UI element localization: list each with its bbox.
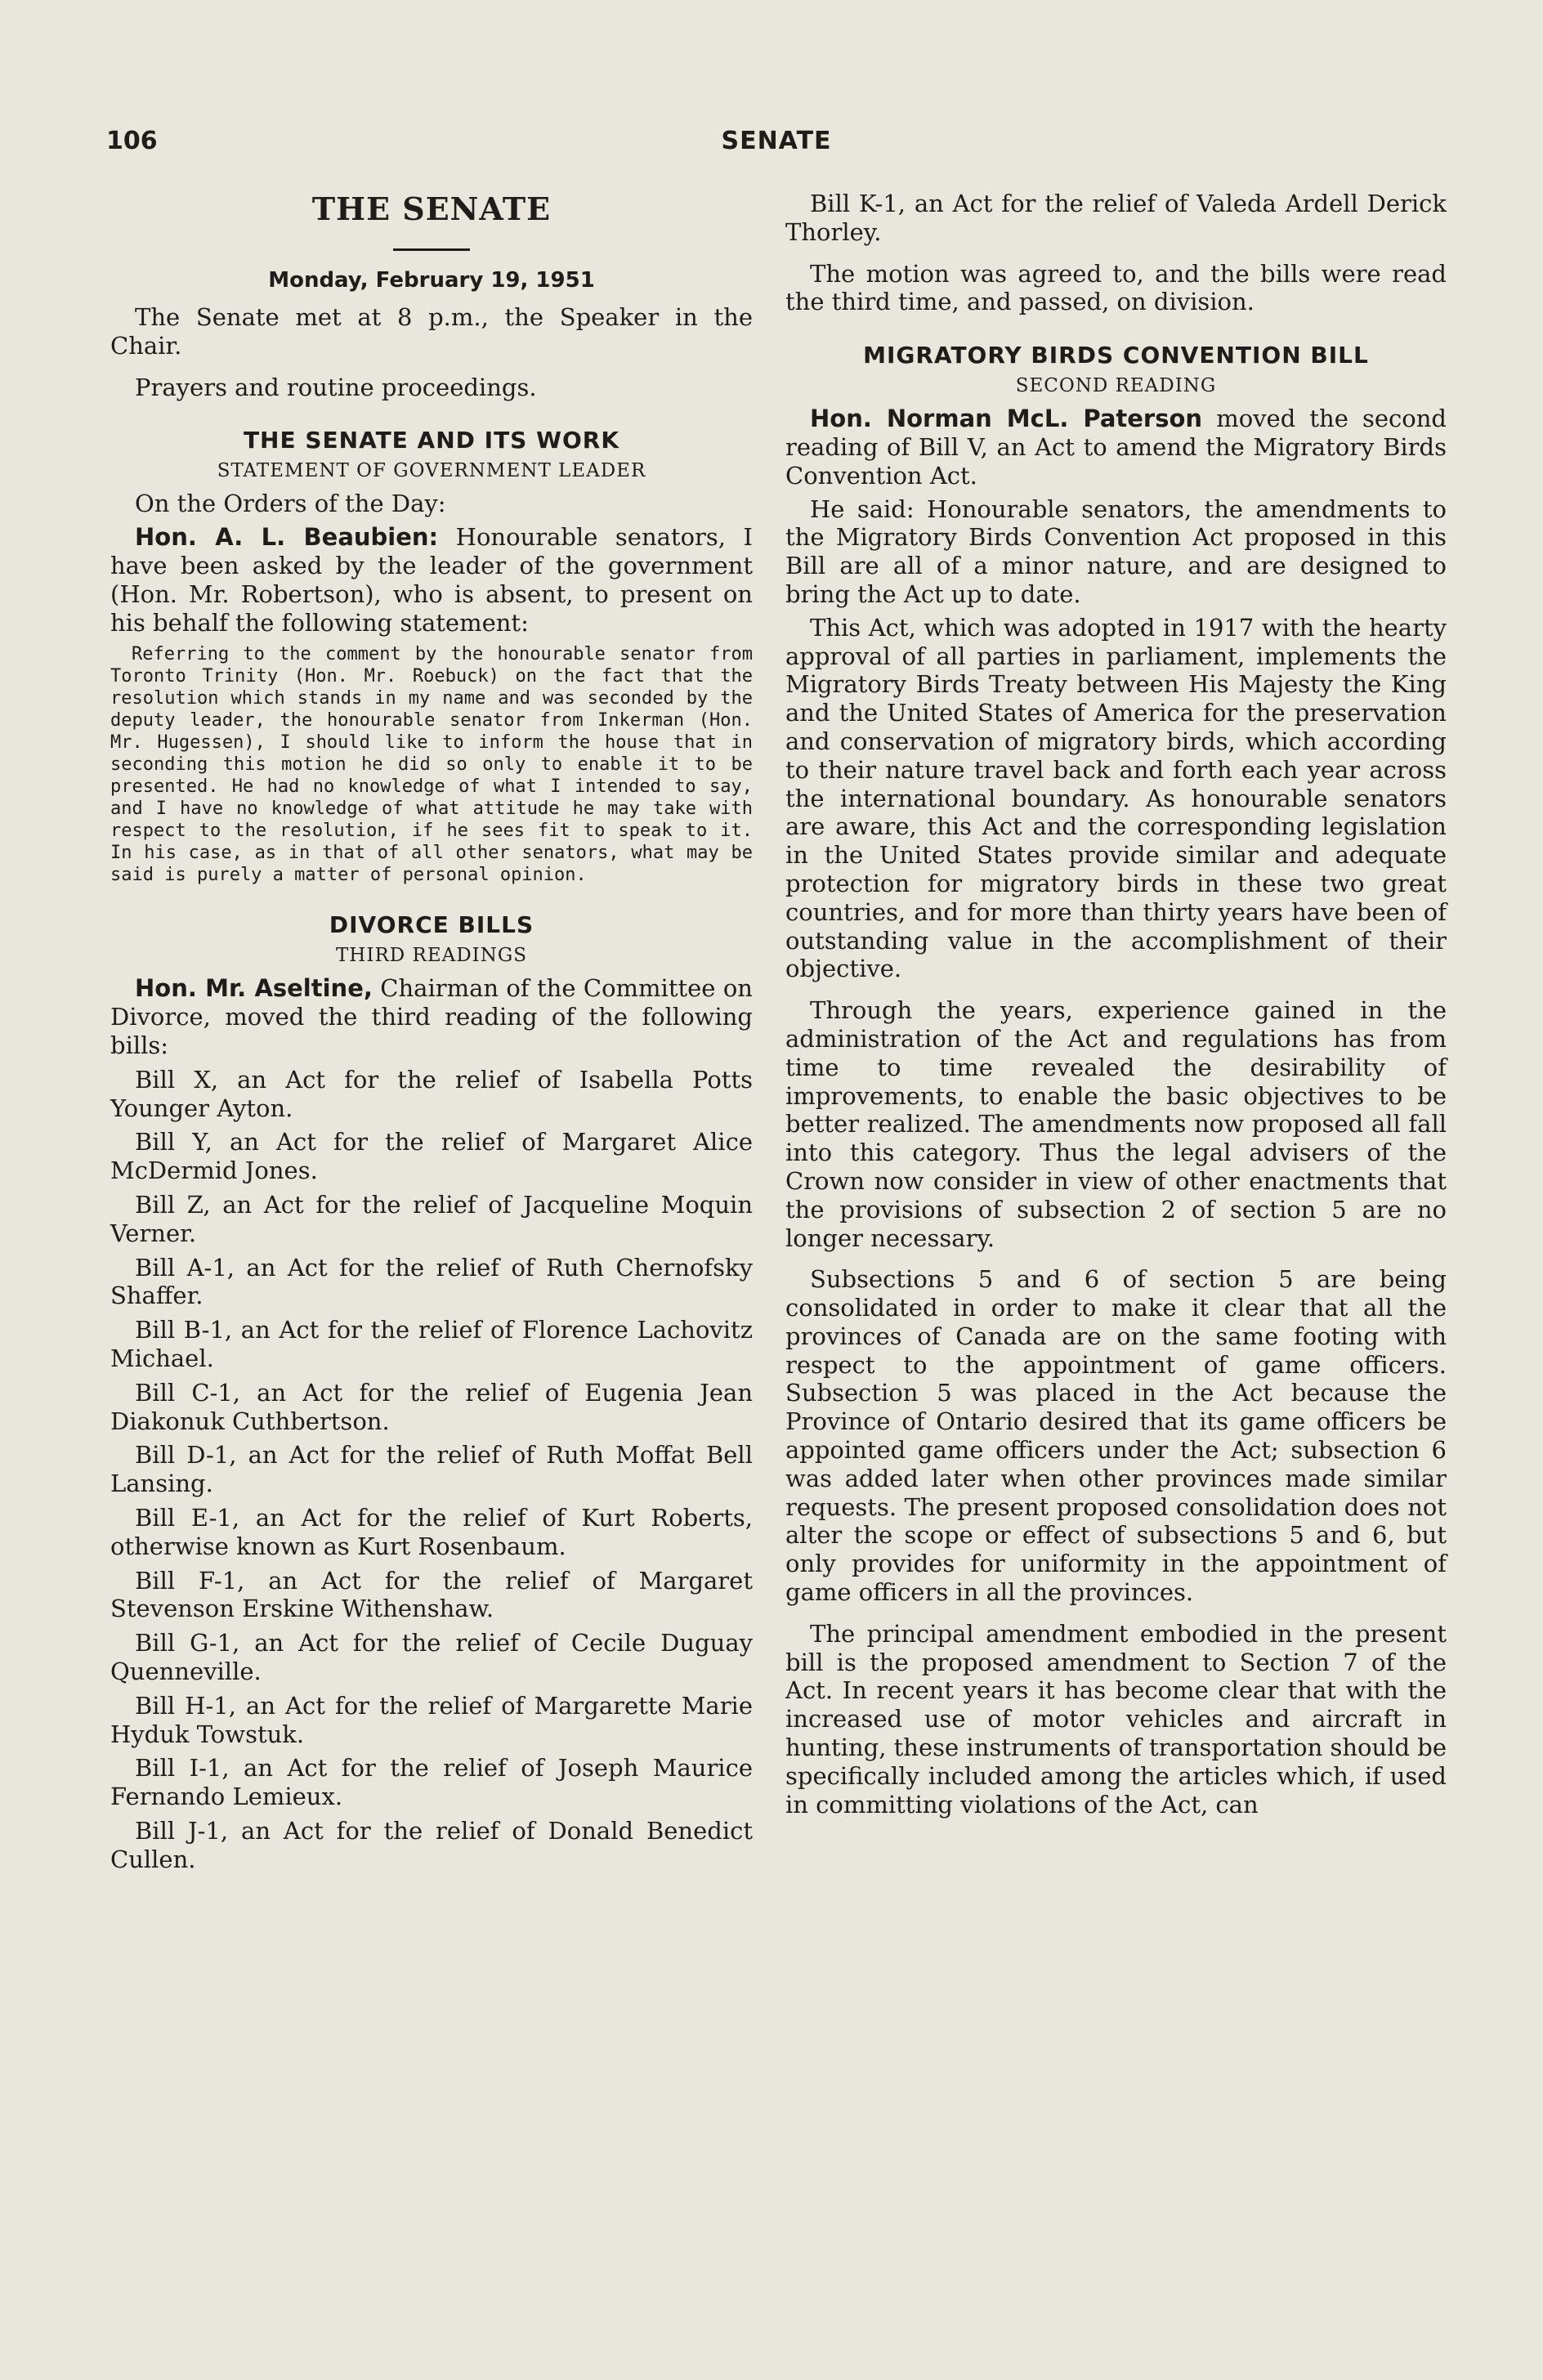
bill-item: Bill X, an Act for the relief of Isabella Potts Younger Ayton.: [110, 1065, 753, 1122]
motion-paragraph: The motion was agreed to, and the bills were read the third time, and passed, on division.: [785, 259, 1447, 316]
opening-paragraph: The Senate met at 8 p.m., the Speaker in the Chair.: [110, 303, 753, 360]
bill-item: Bill K-1, an Act for the relief of Valeda Ardell Derick Thorley.: [785, 190, 1447, 246]
section-heading-migratory-birds: MIGRATORY BIRDS CONVENTION BILL: [863, 342, 1369, 369]
bill-item: Bill D-1, an Act for the relief of Ruth Moffat Bell Lansing.: [110, 1441, 753, 1498]
page-number: 106: [106, 127, 158, 155]
bill-item: Bill J-1, an Act for the relief of Donald Benedict Cullen.: [110, 1816, 753, 1873]
speech-paragraph: The principal amendment embodied in the present bill is the proposed amendment to Section 7 of the Act. In recent years it has become clear that with the increased use of motor vehicles and aircraft in hunting, these instruments of transportation should be specifically included among the articles which, if used in committing violations of the Act, can: [785, 1619, 1447, 1819]
paterson-paragraph: [785, 405, 1447, 490]
left-column: [110, 190, 753, 1873]
bill-item: Bill B-1, an Act for the relief of Florence Lachovitz Michael.: [110, 1316, 753, 1372]
speech-text: moved the second reading of Bill V, an Act to amend the Migratory Birds Convention Act.: [785, 405, 1447, 490]
section-heading-divorce: DIVORCE BILLS: [329, 911, 534, 939]
speaker-name: Hon. A. L. Beaubien:: [135, 523, 439, 552]
speech-paragraph: Subsections 5 and 6 of section 5 are being consolidated in order to make it clear that all the provinces of Canada are on the same footing with respect to the appointment of game officers. Subsection 5 was placed in the Act because the Province of Ontario desired that its game officers be appointed game officers under the Act; subsection 6 was added later when other provinces made similar requests. The present proposed consolidation does not alter the scope or effect of subsections 5 and 6, but only provides for uniformity in the appointment of game officers in all the provinces.: [785, 1265, 1447, 1607]
bill-item: Bill F-1, an Act for the relief of Margaret Stevenson Erskine Withenshaw.: [110, 1566, 753, 1623]
speaker-name: Hon. Mr. Aseltine,: [135, 974, 373, 1003]
beaubien-paragraph: [110, 523, 753, 637]
orders-of-day: On the Orders of the Day:: [135, 490, 446, 518]
bill-item: Bill I-1, an Act for the relief of Joseph Maurice Fernando Lemieux.: [110, 1754, 753, 1811]
section-heading-senate-work: THE SENATE AND ITS WORK: [243, 427, 620, 454]
bill-item: Bill C-1, an Act for the relief of Eugenia Jean Diakonuk Cuthbertson.: [110, 1378, 753, 1435]
running-head: SENATE: [721, 127, 832, 155]
speech-paragraph: He said: Honourable senators, the amendments to the Migratory Birds Convention Act proposed in this Bill are all of a minor nature, and are designed to bring the Act up to date.: [785, 494, 1447, 608]
right-column: [785, 190, 1447, 1819]
speaker-name: Hon. Norman McL. Paterson: [810, 405, 1203, 433]
bill-item: Bill Y, an Act for the relief of Margaret Alice McDermid Jones.: [110, 1128, 753, 1185]
subheading-statement: STATEMENT OF GOVERNMENT LEADER: [217, 460, 646, 482]
speech-paragraph: This Act, which was adopted in 1917 with the hearty approval of all parties in parliament, implements the Migratory Birds Treaty between His Majesty the King and the United States of America for the preservation and conservation of migratory birds, which according to their nature travel back and forth each year across the international boundary. As honourable senators are aware, this Act and the corresponding legislation in the United States provide similar and adequate protection for migratory birds in these two great countries, and for more than thirty years have been of outstanding value in the accomplishment of their objective.: [785, 613, 1447, 983]
page-title: THE SENATE: [311, 190, 552, 227]
bill-item: Bill A-1, an Act for the relief of Ruth Chernofsky Shaffer.: [110, 1253, 753, 1310]
bill-item: Bill Z, an Act for the relief of Jacqueline Moquin Verner.: [110, 1190, 753, 1247]
quote-text: Referring to the comment by the honourable senator from Toronto Trinity (Hon. Mr. Roebuck) on the fact that the resolution which stands in my name and was seconded by the deputy leader, the honourable senator from Inkerman (Hon. Mr. Hugessen), I should like to inform the house that in seconding this motion he did so only to enable it to be presented. He had no knowledge of what I intended to say, and I have no knowledge of what attitude he may take with respect to the resolution, if he sees fit to speak to it. In his case, as in that of all other senators, what may be said is purely a matter of personal opinion.: [110, 644, 753, 886]
statement-quote: [110, 643, 753, 886]
prayers-paragraph: Prayers and routine proceedings.: [135, 373, 537, 401]
subheading-second-reading: SECOND READING: [1015, 375, 1217, 397]
bill-item: Bill E-1, an Act for the relief of Kurt Roberts, otherwise known as Kurt Rosenbaum.: [110, 1503, 753, 1560]
bill-item: Bill G-1, an Act for the relief of Cecile Duguay Quenneville.: [110, 1629, 753, 1685]
subheading-third-readings: THIRD READINGS: [335, 945, 528, 967]
speech-paragraph: Through the years, experience gained in the administration of the Act and regulations has from time to time revealed the desirability of improvements, to enable the basic objectives to be better realized. The amendments now proposed all fall into this category. Thus the legal advisers of the Crown now consider in view of other enactments that the provisions of subsection 2 of section 5 are no longer necessary.: [785, 996, 1447, 1252]
title-rule: [393, 248, 470, 251]
bill-item: Bill H-1, an Act for the relief of Margarette Marie Hyduk Towstuk.: [110, 1691, 753, 1748]
speech-text: Honourable senators, I have been asked by the leader of the government (Hon. Mr. Robertson), who is absent, to present on his behalf the following statement:: [110, 523, 753, 637]
aseltine-paragraph: [110, 974, 753, 1059]
page-header: [106, 127, 1447, 159]
speech-text: Chairman of the Committee on Divorce, moved the third reading of the following bills:: [110, 974, 753, 1059]
sitting-date: Monday, February 19, 1951: [268, 268, 595, 293]
